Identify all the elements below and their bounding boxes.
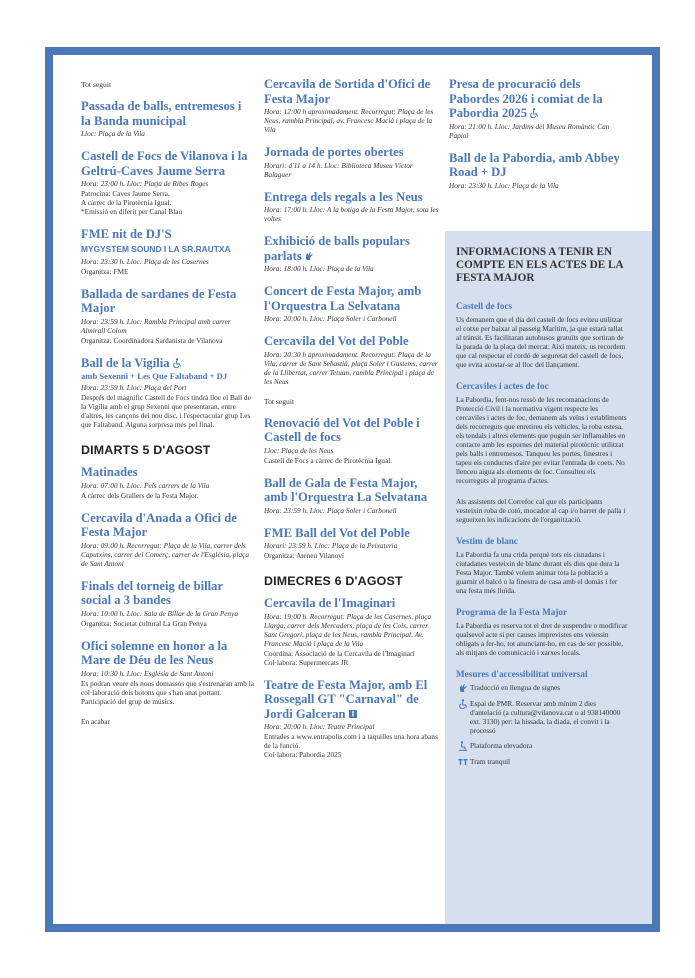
info-section-title: Cercaviles i actes de foc [456, 381, 549, 391]
event-title: Matinades [81, 465, 138, 479]
event-subtitle: MYGYSTEM SOUND I LA SR.RAUTXA [81, 243, 231, 254]
event-time: Hora: 07:00 h. Lloc: Pels carrers de la Vila [81, 480, 210, 490]
sign-language-icon [456, 683, 470, 693]
event-time: Hora: 23:59 h. Lloc: Plaça Soler i Carbonell [264, 505, 397, 515]
access-item [456, 699, 628, 735]
event-time: Hora: 09:00 h. Recorregut: Plaça de la Vila, carrer dels Caputxins, carrer del Comerç, carrer de l'Església, plaça de Sant Antoni [81, 540, 250, 568]
event-desc: Es podran veure els nous domassos que s'estrenaran amb la col·laboració dels botons que s'han anat portant. Participació del grup de músics. [81, 678, 254, 706]
info-section-text: La Pabordia es reserva tot el dret de suspendre o modificar qualsevol acte si per causes imprevistes ens veiessin obligats a fer-ho, tot anunciant-ho, en cas de ser possible, als mitjans de comunicació i xarxes locals. [456, 621, 628, 657]
event-time: Hora: 12:00 h aproximadament. Recorregut: Plaça de les Neus, rambla Principal, av. Francesc Macià i plaça de la Vila [264, 107, 434, 134]
event-time: Hora: 20:00 h. Lloc: Plaça Soler i Carbonell [264, 314, 397, 323]
event-desc: Patrocina: Caves Jaume Serra. A càrrec de la Pirotècnia Igual. *Emissió en diferit per Canal Blau [81, 189, 183, 216]
event-time: Hora: 19:00 h. Recorregut: Plaça de les Casernes, plaça Llarga, carrer dels Mercaders, plaça de les Cols, carrer Sant Gregori, plaça de les Neus, rambla Principal, Av. Francesc Macià i plaça de la Vila [264, 611, 432, 648]
event-matinades [81, 465, 254, 500]
event-billar [81, 579, 254, 628]
event-ball-gala [264, 476, 441, 515]
event-sardanes [81, 287, 254, 345]
day-heading: DIMARTS 5 D'AGOST [81, 443, 211, 457]
event-regals-neus [264, 190, 441, 224]
info-section-text: Als assistents del Correfoc cal que els participants vesteixin roba de cotó, mocador al cap i/o barret de palla i segueixen les indicacions de l'organització. [456, 497, 626, 524]
info-section-title: Castell de focs [456, 301, 513, 311]
event-portes-obertes [264, 145, 441, 179]
event-title: Cercavila de Sortida d'Ofici de Festa Major [264, 77, 431, 106]
event-time: Horari: d'11 a 14 h. Lloc: Biblioteca Museu Víctor Balaguer [264, 160, 413, 179]
event-time: Hora: 10:30 h. Lloc: Església de Sant Antoni [81, 668, 214, 678]
info-box-content [456, 246, 628, 773]
page-border [45, 47, 660, 932]
event-title: Ofici solemne en honor a la Mare de Déu de les Neus [81, 638, 228, 667]
event-title: Passada de balls, entremesos i la Banda municipal [81, 99, 242, 128]
event-time: Hora: 23:00 h. Lloc: Platja de Ribes Roges [81, 179, 209, 188]
event-desc: Castell de Focs a càrrec de Pirotècnia Igual. [264, 455, 393, 465]
event-title: Jornada de portes obertes [264, 145, 404, 159]
access-text: Plataforma elevadora [470, 741, 533, 750]
event-title: Ball de la Pabordia, amb Abbey Road + DJ [449, 150, 620, 179]
info-section-title: Programa de la Festa Major [456, 607, 568, 617]
info-heading: INFORMACIONS A TENIR EN COMPTE EN ELS ACTES DE LA FESTA MAJOR [456, 246, 623, 284]
access-item [456, 757, 628, 767]
column-2 [264, 77, 441, 770]
event-title: FME Ball del Vot del Poble [264, 525, 410, 540]
access-text: Tram tranquil [470, 757, 511, 766]
event-time: Hora: 23:59 h. Lloc: Rambla Principal amb carrer Almirall Colom [81, 316, 231, 335]
column-1 [81, 77, 254, 726]
event-time: Hora: 20:00 h. Lloc: Teatre Principal [264, 722, 375, 731]
event-ofici [81, 639, 254, 706]
event-time: Horari: 23:59 h. Lloc: Plaça de la Peixateria [264, 541, 398, 550]
access-title: Mesures d'accessibilitat universal [456, 669, 588, 679]
event-time: Hora: 23:30 h. Lloc: Plaça de les Casernes [81, 256, 209, 266]
program-page [53, 55, 652, 924]
event-time: Lloc: Plaça de les Neus [264, 445, 334, 455]
info-section-text: Us demanem que el dia del castell de focs eviteu utilitzar el cotxe per baixar al passeig Marítim, ja que estarà tallat al trànsit. Es facilitaran autobusos gratuïts que sortiran de la parada de la plaça del mercat. Així mateix, us recordem que cal respectar el cordó de seguretat del castell de focs, que evita acostar-se al lloc del llançament. [456, 315, 626, 369]
event-title: Renovació del Vot del Poble i Castell de focs [264, 415, 420, 444]
event-title: Ballada de sardanes de Festa Major [81, 286, 237, 315]
info-section-title: Vestim de blanc [456, 536, 518, 546]
event-title-text: Teatre de Festa Major, amb El Rossegall GT "Carnaval" de Jordi Galceran [264, 677, 428, 721]
wheelchair-icon [172, 358, 182, 368]
en-acabar-label: En acabar [81, 716, 110, 726]
info-section-text: La Pabordia fa una crida perquè tots els ciutadans i ciutadanes vesteixin de blanc durant els dies que dura la Festa Major. També volem animar tota la població a guarnir el balcó o la finestra de casa amb el domàs i fer una festa més lluïda. [456, 550, 620, 595]
day-heading: DIMECRES 6 D'AGOST [264, 574, 403, 588]
event-concert [264, 284, 441, 323]
event-title: Cercavila de l'Imaginari [264, 596, 396, 610]
event-time: Lloc: Plaça de la Vila [81, 129, 145, 138]
event-cercavila-vot [264, 334, 441, 386]
event-time: Hora: 20:30 h aproximadament. Recorregut: Plaça de la Vila, carrer de Sant Sebastià, plaça Soler i Gustems, carrer de la Llibertat, carrer Tetuan, rambla Principal i plaça de les Neus [264, 349, 438, 386]
event-title: FME nit de DJ'S [81, 227, 172, 241]
event-castell-focs [81, 149, 254, 216]
event-desc: Organitza: Coordinadora Sardanista de Vilanova [81, 335, 223, 345]
event-presa-procuracio [449, 77, 624, 140]
event-time: Hora: 21:00 h. Lloc: Jardins del Museu Romàntic Can Papiol [449, 121, 610, 140]
event-cercavila-anada [81, 511, 254, 568]
event-time: Hora: 23:30 h. Lloc: Plaça de la Vila [449, 180, 559, 190]
event-title: Cercavila del Vot del Poble [264, 334, 409, 348]
event-desc: Organitza: Ateneu Vilanoví [264, 551, 344, 560]
quiet-zone-icon [456, 757, 470, 767]
event-desc: Després del magnífic Castell de Focs tindrà lloc el Ball de la Vigília amb el grup Sexenni que presentaran, entre d'altres, les cançons del nou disc, i l'espectacular grup Les que Faltaband. Alguna sorpresa més pel final. [81, 393, 251, 429]
event-fme-ball-vot [264, 526, 441, 561]
event-time: Hora: 23:59 h. Lloc: Plaça del Port [81, 383, 187, 392]
event-title: Cercavila d'Anada a Ofici de Festa Major [81, 510, 237, 539]
event-title [449, 77, 624, 121]
event-title-text: Presa de procuració dels Pabordes 2026 i comiat de la Pabordia 2025 [449, 77, 603, 120]
event-title-text: Ball de la Vigília [81, 355, 170, 370]
event-time: Hora: 18:00 h. Lloc: Plaça de la Vila [264, 264, 374, 273]
event-desc: Organitza: Societat cultural La Gran Penya [81, 618, 207, 628]
column-3 [449, 77, 624, 201]
tot-seguit-label: Tot seguit [81, 80, 112, 89]
event-title: Finals del torneig de billar social a 3 bandes [81, 578, 223, 607]
event-desc: Coordina: Associació de la Cercavila de l'Imaginari Col·labora: Supermercats JR [264, 648, 415, 667]
event-balls-parlats [264, 234, 441, 273]
event-title [81, 356, 254, 371]
event-title-text: Exhibició de balls populars parlats [264, 234, 410, 263]
event-desc: Organitza: FME [81, 266, 129, 276]
access-item [456, 683, 628, 693]
event-cercavila-sortida [264, 77, 441, 134]
event-title: Ball de Gala de Festa Major, amb l'Orquestra La Selvatana [264, 475, 428, 504]
event-ball-vigilia [81, 356, 254, 430]
info-section-text: La Pabordia, fent-nos ressò de les recomanacions de Protecció Civil i la normativa vigent respecte les cercaviles i actes de foc, demanem als veïns i establiments dels recorreguts que enretireu els vehicles, la roba estesa, els tendals i altres elements que puguin ser inflamables en contacte amb les espurnes del material pirotècnic utilitzat pels balls i entremesos. Tanqueu les portes, finestres i tapeu els conductes d'aire per evitar l'entrada de coets. No llenceu aigua als elements de foc. Consulteu els recorreguts al programa d'actes. [456, 395, 627, 485]
event-title: Concert de Festa Major, amb l'Orquestra La Selvatana [264, 284, 422, 313]
wheelchair-lift-icon [348, 709, 358, 719]
event-title [264, 678, 441, 722]
access-text: Traducció en llengua de signes [470, 683, 561, 692]
event-subtitle: amb Sexenni + Les Que Faltaband + DJ [81, 371, 228, 381]
event-title: Entrega dels regals a les Neus [264, 189, 423, 204]
event-time: Hora: 10:00 h. Lloc: Sala de Billar de la Gran Penya [81, 608, 239, 618]
info-box [445, 231, 652, 924]
event-ball-pabordia [449, 151, 624, 190]
wheelchair-lift-icon [456, 741, 470, 751]
access-item [456, 741, 628, 751]
wheelchair-icon [456, 699, 470, 709]
event-passada-balls [81, 99, 254, 138]
sign-language-icon [304, 251, 314, 261]
event-title [264, 234, 441, 263]
access-text: Espai de PMR. Reservar amb mínim 2 dies d'antelació (a cultura@vilanova.cat o al 938140000 ext. 3130) per: la hissada, la diada, el convit i la processó [470, 699, 621, 735]
event-desc: Entrades a www.entrapolis.com i a taquilles una hora abans de la funció. Col·labora: Pabordia 2025 [264, 732, 438, 759]
tot-seguit-label: Tot seguit [264, 396, 295, 406]
event-renovacio-vot [264, 416, 441, 465]
event-fme-djs [81, 227, 254, 276]
event-teatre [264, 678, 441, 760]
event-imaginari [264, 596, 441, 667]
event-title: Castell de Focs de Vilanova i la Geltrú-Caves Jaume Serra [81, 149, 248, 178]
event-desc: A càrrec dels Grallers de la Festa Major. [81, 490, 199, 500]
wheelchair-icon [529, 108, 539, 118]
event-time: Hora: 17:00 h. Lloc: A la botiga de la Festa Major, sota les voltes [264, 205, 439, 223]
